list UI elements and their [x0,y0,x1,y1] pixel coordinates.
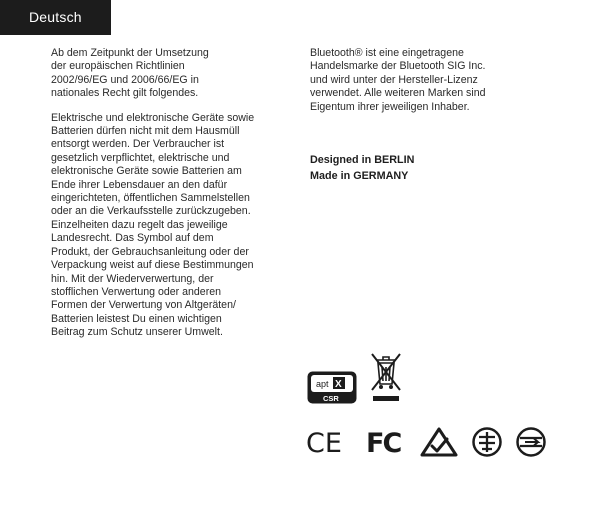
disposal-paragraph: Elektrische und elektronische Geräte sowie Batterien dürfen nicht mit dem Hausmüll entsorgt werden. Der Verbraucher ist gesetzlich verpflichtet, elektrische und elektronische Geräte sowie Batterien am Ende ihrer Lebensdauer an den dafür eingerichteten, öffentlichen Sammelstellen oder an die Verkaufsstelle zurückzugeben. Einzelheiten dazu regelt das jeweilige Landesrecht. Das Symbol auf dem Produkt, der Gebrauchsanleitung oder der Verpackung weist auf diese Bestimmungen hin. Mit der Wiederverwertung, der stofflichen Verwertung oder anderen Formen der Verwertung von Altgeräten/ Batterien leistest Du einen wichtigen Beitrag zum Schutz unserer Umwelt. [51,111,255,339]
language-tab: Deutsch [0,0,111,35]
weee-crossed-bin-icon [368,350,404,404]
aptx-label: apt [316,379,329,389]
csr-label: CSR [323,394,339,403]
left-column [51,47,296,340]
fcc-mark-icon [366,427,408,457]
eac-mark-icon [515,426,547,458]
trademark-paragraph: Bluetooth® ist eine eingetragene Handelsmarke der Bluetooth SIG Inc. und wird unter der Hersteller-Lizenz verwendet. Alle weiteren Marken sind Eigentum ihrer jeweiligen Inhaber. [310,47,486,113]
aptx-x-label: X [335,379,342,390]
ce-mark-icon [306,428,348,456]
right-column [310,47,560,114]
ce-label: CE [306,428,342,456]
designed-in-text: Designed in BERLIN [310,154,415,166]
ic-mark-icon [471,426,503,458]
fc-label: FC [366,428,401,457]
origin-block [310,152,414,184]
rcm-mark-icon [419,426,459,458]
intro-paragraph: Ab dem Zeitpunkt der Umsetzung der europäischen Richtlinien 2002/96/EG und 2006/66/EG in nationales Recht gilt folgendes. [51,47,209,100]
aptx-csr-logo [307,371,357,404]
made-in-text: Made in GERMANY [310,170,409,182]
